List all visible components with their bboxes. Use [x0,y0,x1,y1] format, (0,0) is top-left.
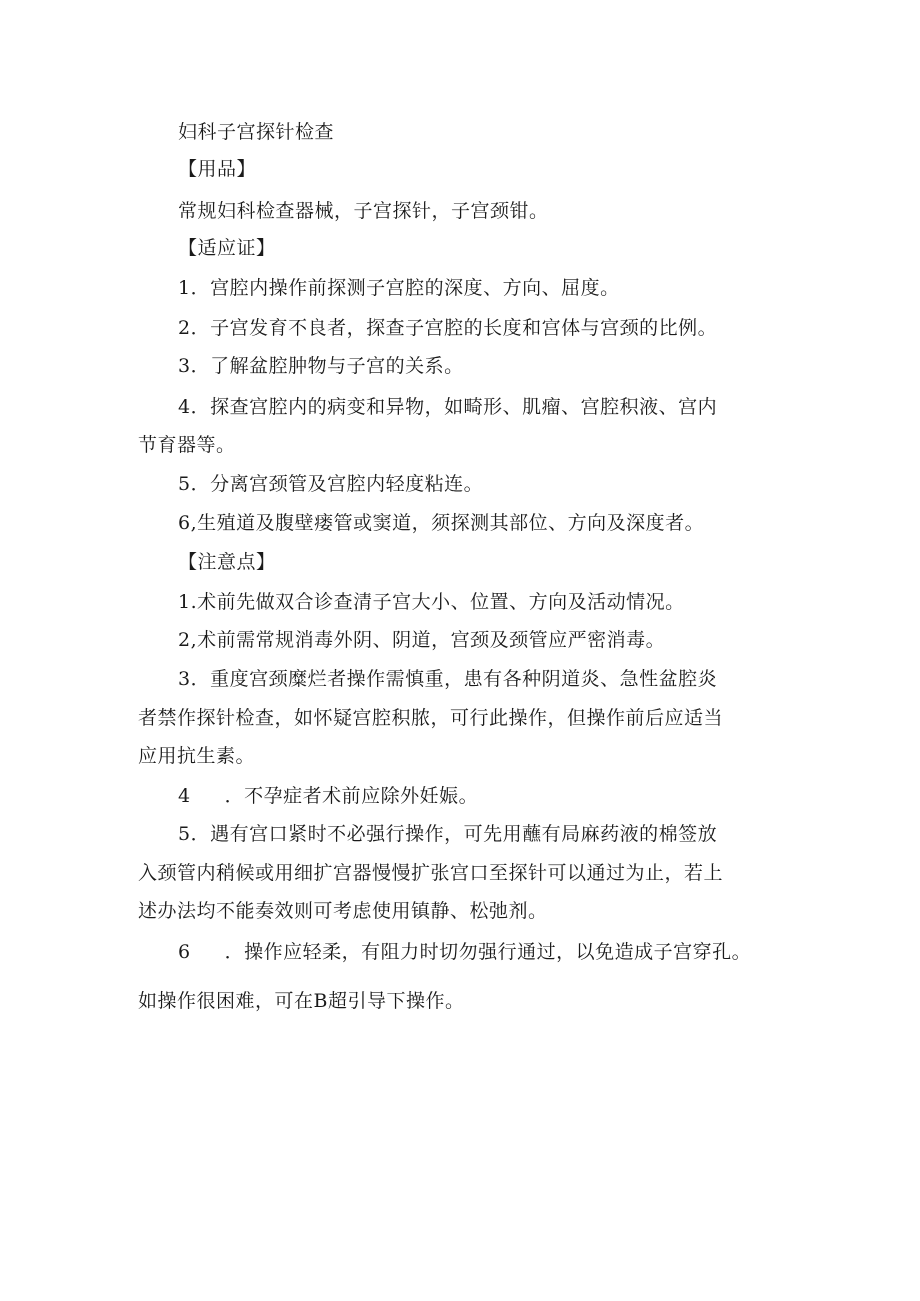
indication-item: 6,生殖道及腹壁瘘管或窦道，须探测其部位、方向及深度者。 [178,512,705,534]
document-title: 妇科子宫探针检查 [178,121,335,143]
precaution-item [178,784,478,808]
precaution-item-continued: 应用抗生素。 [138,745,256,767]
supplies-heading: 【用品】 [178,158,257,180]
indication-item: 2．子宫发育不良者，探查子宫腔的长度和宫体与宫颈的比例。 [178,317,718,339]
indications-heading: 【适应证】 [178,237,276,259]
precaution-item [178,940,751,964]
indication-item: 4．探查宫腔内的病变和异物，如畸形、肌瘤、宫腔积液、宫内 [178,396,718,418]
precautions-heading: 【注意点】 [178,551,276,573]
indication-item: 5．分离宫颈管及宫腔内轻度粘连。 [178,473,484,495]
precaution-item-number: 6 [178,941,191,963]
precaution-item-text: ．不孕症者术前应除外妊娠。 [224,785,479,807]
precaution-item: 1.术前先做双合诊查清子宫大小、位置、方向及活动情况。 [178,591,685,613]
indication-item: 1．宫腔内操作前探测子宫腔的深度、方向、屈度。 [178,277,620,299]
precaution-item: 3．重度宫颈糜烂者操作需慎重，患有各种阴道炎、急性盆腔炎 [178,668,718,690]
precaution-item-number: 4 [178,785,191,807]
precaution-item-continued: 述办法均不能奏效则可考虑使用镇静、松弛剂。 [138,900,548,922]
indication-item: 3．了解盆腔肿物与子宫的关系。 [178,355,464,377]
supplies-text: 常规妇科检查器械，子宫探针，子宫颈钳。 [178,200,549,222]
precaution-item-continued: 如操作很困难，可在B超引导下操作。 [138,990,465,1012]
precaution-item-continued: 者禁作探针检查，如怀疑宫腔积脓，可行此操作，但操作前后应适当 [138,707,724,729]
precaution-item-continued: 入颈管内稍候或用细扩宫器慢慢扩张宫口至探针可以通过为止，若上 [138,862,724,884]
precaution-item: 2,术前需常规消毒外阴、阴道，宫颈及颈管应严密消毒。 [178,629,666,651]
indication-item-continued: 节育器等。 [138,434,236,456]
precaution-item-text: ．操作应轻柔，有阻力时切勿强行通过，以免造成子宫穿孔。 [224,941,752,963]
precaution-item: 5．遇有宫口紧时不必强行操作，可先用蘸有局麻药液的棉签放 [178,823,718,845]
